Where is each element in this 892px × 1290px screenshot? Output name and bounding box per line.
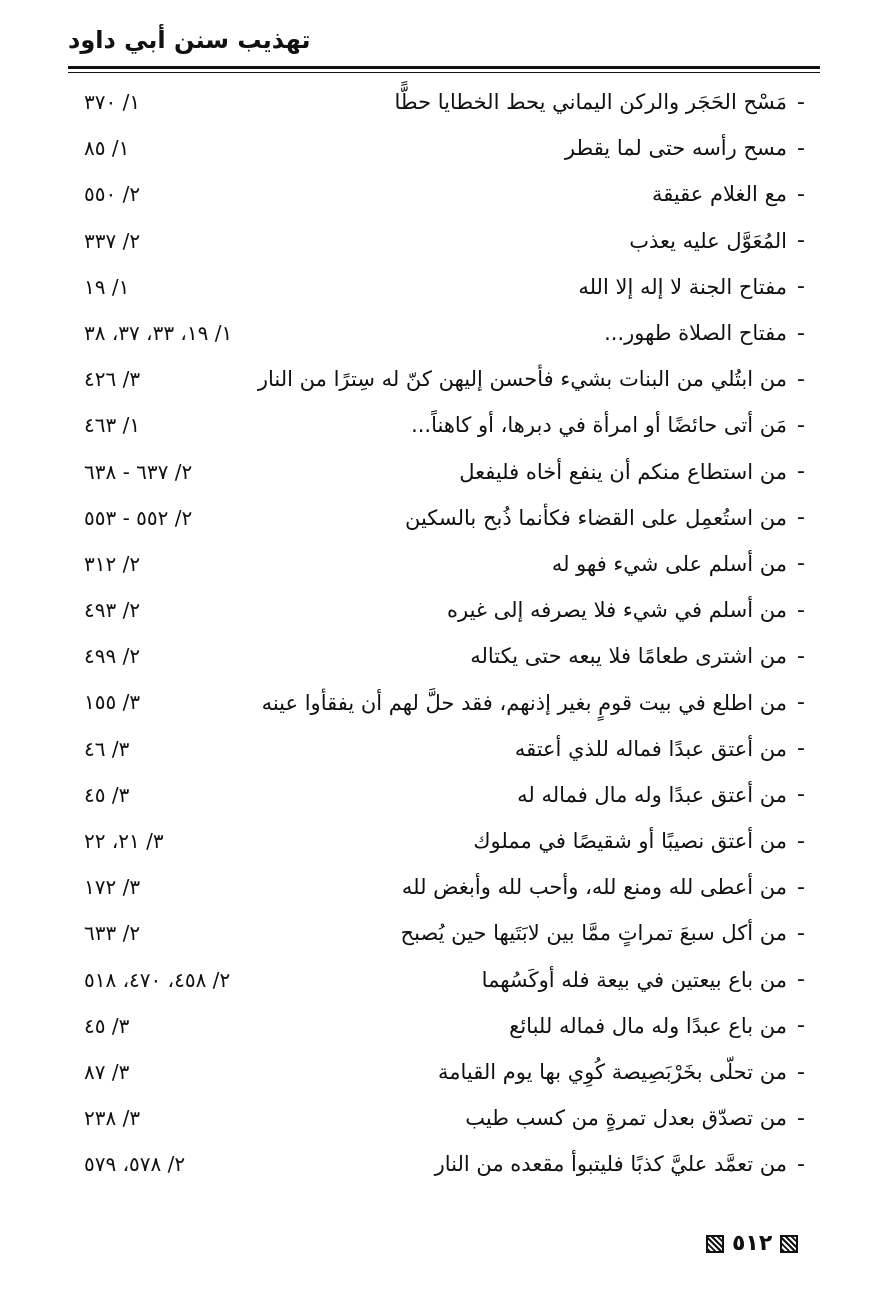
entry-text: من تحلّى بخَرْبَصِيصة كُوِي بها يوم القيامة bbox=[438, 1060, 787, 1085]
index-entry bbox=[80, 772, 815, 818]
index-entry bbox=[80, 125, 815, 171]
entry-dash: - bbox=[797, 320, 805, 346]
entry-reference: ١/ ٨٥ bbox=[84, 136, 130, 161]
entry-text: المُعَوَّل عليه يعذب bbox=[629, 228, 787, 253]
entry-text: من اطلع في بيت قومٍ بغير إذنهم، فقد حلَّ لهم أن يفقأوا عينه bbox=[261, 690, 787, 715]
entry-text: من استطاع منكم أن ينفع أخاه فليفعل bbox=[459, 459, 787, 484]
entry-dash: - bbox=[797, 874, 805, 900]
entry-text: من تعمَّد عليَّ كذبًا فليتبوأ مقعده من النار bbox=[434, 1152, 787, 1177]
entry-dash: - bbox=[797, 736, 805, 762]
entry-reference: ٢/ ٦٣٣ bbox=[84, 921, 141, 946]
index-entry bbox=[80, 1095, 815, 1141]
entry-text: من أعتق عبدًا فماله للذي أعتقه bbox=[514, 736, 787, 761]
header-rule-thin bbox=[68, 72, 820, 73]
entry-dash: - bbox=[797, 828, 805, 854]
entry-dash: - bbox=[797, 1151, 805, 1177]
index-entry bbox=[80, 310, 815, 356]
entry-reference: ٣/ ٤٦ bbox=[84, 736, 130, 761]
entry-text: من اشترى طعامًا فلا يبعه حتى يكتاله bbox=[470, 644, 787, 669]
entry-reference: ٢/ ٤٥٨، ٤٧٠، ٥١٨ bbox=[84, 967, 231, 992]
entry-dash: - bbox=[797, 412, 805, 438]
ornament-left-icon bbox=[706, 1235, 724, 1253]
entry-dash: - bbox=[797, 181, 805, 207]
entry-dash: - bbox=[797, 135, 805, 161]
running-header-title: تهذيب سنن أبي داود bbox=[68, 26, 311, 54]
page-footer bbox=[706, 1231, 798, 1256]
entry-dash: - bbox=[797, 597, 805, 623]
index-entry bbox=[80, 356, 815, 402]
entry-reference: ٢/ ٣٣٧ bbox=[84, 228, 141, 253]
entry-dash: - bbox=[797, 551, 805, 577]
entry-reference: ٢/ ٥٥٠ bbox=[84, 182, 141, 207]
entry-text: مفتاح الصلاة طهور... bbox=[604, 321, 787, 346]
index-entry bbox=[80, 864, 815, 910]
entry-text: من أسلم على شيء فهو له bbox=[551, 551, 787, 576]
entry-dash: - bbox=[797, 1059, 805, 1085]
index-entry bbox=[80, 1003, 815, 1049]
index-entry bbox=[80, 910, 815, 956]
entry-dash: - bbox=[797, 89, 805, 115]
index-entry bbox=[80, 818, 815, 864]
entry-dash: - bbox=[797, 366, 805, 392]
index-entry bbox=[80, 449, 815, 495]
entry-text: مفتاح الجنة لا إله إلا الله bbox=[578, 274, 787, 299]
entry-text: مَسْح الحَجَر والركن اليماني يحط الخطايا حطًّا bbox=[394, 90, 787, 115]
entry-dash: - bbox=[797, 274, 805, 300]
entry-dash: - bbox=[797, 1013, 805, 1039]
index-entry bbox=[80, 587, 815, 633]
entry-reference: ١/ ١٩، ٣٣، ٣٧، ٣٨ bbox=[84, 320, 233, 345]
page-number: ٥١٢ bbox=[732, 1231, 773, 1256]
entry-reference: ١/ ٤٦٣ bbox=[84, 413, 141, 438]
entry-text: مَن أتى حائضًا أو امرأة في دبرها، أو كاهناً... bbox=[411, 413, 787, 438]
ornament-right-icon bbox=[780, 1235, 798, 1253]
entry-text: من أعتق عبدًا وله مال فماله له bbox=[517, 782, 787, 807]
entry-reference: ٣/ ٨٧ bbox=[84, 1059, 130, 1084]
entry-text: من أعطى لله ومنع لله، وأحب لله وأبغض لله bbox=[401, 875, 787, 900]
entry-reference: ٢/ ٦٣٧ - ٦٣٨ bbox=[84, 459, 193, 484]
entry-reference: ١/ ٣٧٠ bbox=[84, 90, 141, 114]
entry-reference: ٢/ ٥٥٢ - ٥٥٣ bbox=[84, 505, 193, 530]
index-entry bbox=[80, 495, 815, 541]
index-entry bbox=[80, 1049, 815, 1095]
entry-text: من استُعمِل على القضاء فكأنما ذُبح بالسكين bbox=[404, 505, 787, 530]
entry-text: من أسلم في شيء فلا يصرفه إلى غيره bbox=[447, 598, 787, 623]
entry-text: مع الغلام عقيقة bbox=[651, 182, 787, 207]
entry-reference: ٢/ ٤٩٣ bbox=[84, 598, 141, 623]
entry-reference: ٣/ ٢٣٨ bbox=[84, 1106, 141, 1131]
entry-dash: - bbox=[797, 643, 805, 669]
index-entry bbox=[80, 679, 815, 725]
index-entry bbox=[80, 541, 815, 587]
entry-reference: ٣/ ٤٥ bbox=[84, 782, 130, 807]
entry-text: من تصدّق بعدل تمرةٍ من كسب طيب bbox=[465, 1106, 787, 1131]
entry-text: مسح رأسه حتى لما يقطر bbox=[564, 136, 787, 161]
entry-dash: - bbox=[797, 920, 805, 946]
entry-dash: - bbox=[797, 782, 805, 808]
index-entry bbox=[80, 171, 815, 217]
entry-dash: - bbox=[797, 690, 805, 716]
entry-text: من ابتُلي من البنات بشيء فأحسن إليهن كنّ له سِترًا من النار bbox=[257, 367, 787, 392]
entry-dash: - bbox=[797, 967, 805, 993]
entry-reference: ٣/ ٤٥ bbox=[84, 1013, 130, 1038]
header-rule-thick bbox=[68, 66, 820, 69]
index-entry bbox=[80, 218, 815, 264]
entry-dash: - bbox=[797, 228, 805, 254]
index-entry bbox=[80, 402, 815, 448]
entry-reference: ٢/ ٥٧٨، ٥٧٩ bbox=[84, 1152, 186, 1177]
entry-reference: ١/ ١٩ bbox=[84, 274, 130, 299]
index-entry bbox=[80, 79, 815, 125]
index-entry bbox=[80, 726, 815, 772]
hadith-index-list bbox=[80, 79, 815, 1188]
entry-reference: ٣/ ٢١، ٢٢ bbox=[84, 829, 164, 853]
entry-reference: ٣/ ١٧٢ bbox=[84, 875, 141, 900]
entry-text: من باع بيعتين في بيعة فله أوكَسُهما bbox=[481, 967, 787, 992]
entry-dash: - bbox=[797, 459, 805, 485]
entry-reference: ٣/ ٤٢٦ bbox=[84, 367, 141, 392]
entry-dash: - bbox=[797, 1105, 805, 1131]
entry-text: من أعتق نصيبًا أو شقيصًا في مملوك bbox=[473, 829, 787, 854]
entry-text: من باع عبدًا وله مال فماله للبائع bbox=[509, 1013, 787, 1038]
index-entry bbox=[80, 957, 815, 1003]
entry-dash: - bbox=[797, 505, 805, 531]
index-entry bbox=[80, 264, 815, 310]
entry-reference: ٣/ ١٥٥ bbox=[84, 690, 141, 715]
entry-reference: ٢/ ٣١٢ bbox=[84, 551, 141, 576]
index-entry bbox=[80, 1141, 815, 1187]
entry-text: من أكل سبعَ تمراتٍ ممَّا بين لابَتَيها حين يُصبح bbox=[400, 921, 787, 946]
index-entry bbox=[80, 633, 815, 679]
entry-reference: ٢/ ٤٩٩ bbox=[84, 644, 141, 669]
